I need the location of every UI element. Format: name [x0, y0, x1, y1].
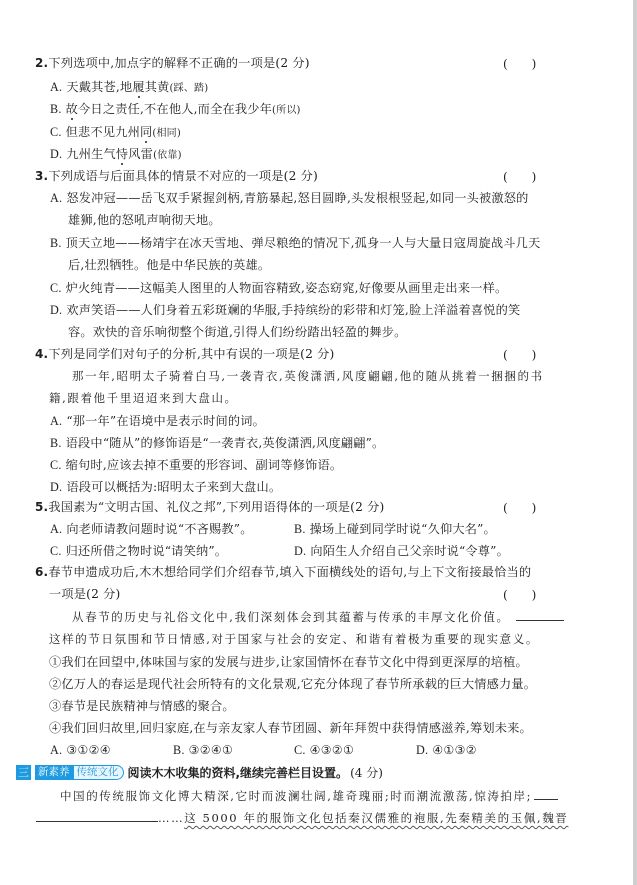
traditional-culture-badge: 传统文化 — [73, 765, 124, 780]
section-title: 阅读木木收集的资料,继续完善栏目设置。 — [127, 766, 349, 780]
section-score: (4 分) — [350, 766, 383, 780]
q4-option-b: B. 语段中“随从”的修饰语是“一袭青衣,英俊潇洒,风度翩翩”。 — [50, 436, 385, 450]
q3-option-a: A. 怒发冲冠——岳飞双手紧握剑柄,青筋暴起,怒目圆睁,头发根根竖起,如同一头被激怒的 — [50, 191, 529, 205]
q6-answer-paren[interactable]: ( ) — [503, 588, 537, 602]
q3-answer-paren[interactable]: ( ) — [503, 170, 537, 184]
q3-option-c: C. 炉火纯青——这幅美人图里的人物面容精致,姿态窈窕,好像要从画里走出来一样。 — [50, 281, 508, 295]
q2-answer-paren[interactable]: ( ) — [503, 57, 537, 71]
q2-option-a: A. 天戴其苍,地履其黄(踩、踏) — [50, 80, 209, 94]
emphasis-dot-char: 履 — [132, 80, 145, 94]
q5-stem: 5.我国素为“文明古国、礼仪之邦”,下列用语得体的一项是(2 分) — [35, 500, 385, 514]
q5-option-a: A. 向老师请教问题时说“不吝赐教”。 — [50, 522, 253, 536]
emphasis-dot-char: 故 — [65, 102, 79, 116]
fill-in-blank[interactable] — [534, 799, 558, 800]
q4-option-a: A. “那一年”在语境中是表示时间的词。 — [50, 414, 266, 428]
q6-stem: 6.春节申遗成功后,木木想给同学们介绍春节,填入下面横线处的语句,与上下文衔接最恰当的 — [35, 565, 532, 579]
q2-option-b: B. 故今日之责任,不在他人,而全在我少年(所以) — [50, 102, 301, 116]
emphasis-dot-char: 恃 — [115, 147, 129, 161]
emphasis-dot-char: 同 — [139, 125, 153, 139]
q3-option-a-cont: 雄狮,他的怒吼声响彻天地。 — [68, 213, 221, 227]
fill-in-blank[interactable] — [516, 620, 564, 621]
q2-stem: 2.下列选项中,加点字的解释不正确的一项是(2 分) — [35, 56, 310, 70]
q6-stem-cont: 一项是(2 分) — [49, 587, 121, 601]
q6-option-c: C. ④③②① — [294, 743, 355, 757]
q4-passage-line2: 籍,跟着他千里迢迢来到大盘山。 — [49, 391, 238, 405]
q3-option-b: B. 顶天立地——杨靖宇在冰天雪地、弹尽粮绝的情况下,孤身一人与大量日寇周旋战斗几天 — [50, 236, 541, 250]
q6-passage-line1: 从春节的历史与礼俗文化中,我们深刻体会到其蕴蓄与传承的丰厚文化价值。 — [72, 609, 564, 625]
q5-option-d: D. 向陌生人介绍自己父亲时说“令尊”。 — [294, 544, 510, 558]
new-literacy-badge: 新素养 — [35, 765, 73, 780]
section-3-passage-line2: ……这 5000 年的服饰文化包括秦汉儒雅的袍服,先秦精美的玉佩,魏晋 — [36, 810, 568, 826]
q3-option-d-cont: 容。欢快的音乐响彻整个街道,引得人们纷纷踏出轻盈的舞步。 — [68, 325, 407, 339]
section-3-header — [16, 764, 383, 781]
q4-option-c: C. 缩句时,应该去掉不重要的形容词、副词等修饰语。 — [50, 458, 343, 472]
q6-sentence-1: ①我们在回望中,体味国与家的发展与进步,让家国情怀在春节文化中得到更深厚的培植。 — [49, 655, 528, 669]
q6-option-d: D. ④①③② — [416, 743, 477, 757]
q5-option-c: C. 归还所借之物时说“请笑纳”。 — [50, 544, 228, 558]
q3-stem: 3.下列成语与后面具体的情景不对应的一项是(2 分) — [35, 169, 318, 183]
wavy-underlined-text: 这 5000 年的服饰文化包括秦汉儒雅的袍服,先秦精美的玉佩,魏晋 — [184, 811, 569, 825]
section-number-badge: 三 — [18, 766, 29, 779]
q6-option-b: B. ③②④① — [173, 743, 234, 757]
q4-answer-paren[interactable]: ( ) — [503, 348, 537, 362]
page-edge — [633, 0, 637, 885]
q6-sentence-2: ②亿万人的春运是现代社会所特有的文化景观,它充分体现了春节所承载的巨大情感力量。 — [49, 677, 537, 691]
q2-option-d: D. 九州生气恃风雷(依靠) — [50, 147, 182, 161]
q6-sentence-4: ④我们回归故里,回归家庭,在与亲友家人春节团圆、新年拜贺中获得情感滋养,筹划未来。 — [49, 721, 532, 735]
q3-option-b-cont: 后,壮烈牺牲。他是中华民族的英雄。 — [68, 258, 271, 272]
q5-answer-paren[interactable]: ( ) — [503, 501, 537, 515]
q6-sentence-3: ③春节是民族精神与情感的聚合。 — [49, 699, 235, 713]
q2-option-c: C. 但悲不见九州同(相同) — [50, 125, 181, 139]
q5-option-b: B. 操场上碰到同学时说“久仰大名”。 — [294, 522, 496, 536]
fill-in-blank[interactable] — [36, 821, 158, 822]
section-3-passage-line1: 中国的传统服饰文化博大精深,它时而波澜壮阔,雄奇瑰丽;时而潮流激荡,惊涛拍岸; — [60, 788, 558, 804]
q4-stem: 4.下列是同学们对句子的分析,其中有误的一项是(2 分) — [35, 347, 335, 361]
q4-option-d: D. 语段可以概括为:昭明太子来到大盘山。 — [50, 480, 282, 494]
q4-passage-line1: 那一年,昭明太子骑着白马,一袭青衣,英俊潇洒,风度翩翩,他的随从挑着一捆捆的书 — [72, 369, 544, 383]
q3-option-d: D. 欢声笑语——人们身着五彩斑斓的华服,手持缤纷的彩带和灯笼,脸上洋溢着喜悦的笑 — [50, 303, 521, 317]
q6-passage-line2: 这样的节日氛围和节日情感,对于国家与社会的安定、和谐有着极为重要的现实意义。 — [49, 632, 539, 646]
q6-option-a: A. ③①②④ — [50, 743, 111, 757]
